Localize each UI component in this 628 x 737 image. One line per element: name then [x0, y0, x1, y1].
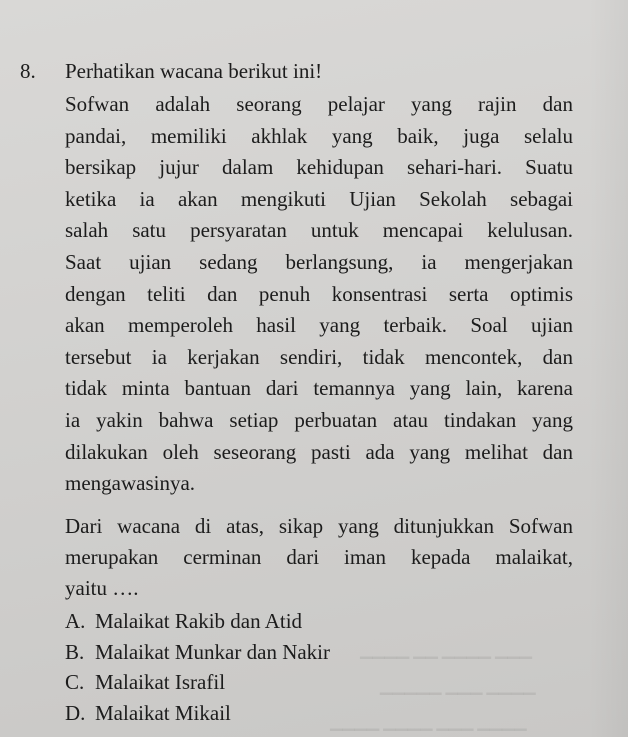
question-number: 8. — [20, 59, 36, 83]
option-c[interactable] — [65, 667, 330, 698]
passage-line: Saat ujian sedang berlangsung, ia mengerjakan — [65, 249, 573, 274]
passage-line: dilakukan oleh seseorang pasti ada yang melihat dan — [65, 439, 573, 464]
question-intro: Perhatikan wacana berikut ini! — [65, 59, 323, 83]
option-text: Malaikat Rakib dan Atid — [95, 609, 303, 633]
bleed-through-text: ▁▁▁▁ ▁▁▁ ▁▁▁▁ ▁▁▁▁ — [330, 714, 527, 731]
option-text: Malaikat Israfil — [95, 670, 226, 694]
question-prompt — [65, 511, 573, 604]
bleed-through-text: ▁▁▁▁ ▁▁▁ ▁▁▁▁▁ — [380, 678, 536, 695]
passage-line: tidak minta bantuan dari temannya yang lain, karena — [65, 376, 573, 401]
option-text: Malaikat Mikail — [95, 700, 231, 725]
passage-line: tersebut ia kerjakan sendiri, tidak mencontek, dan — [65, 344, 573, 369]
page-shadow — [588, 0, 628, 737]
passage-line: salah satu persyaratan untuk mencapai kelulusan. — [65, 218, 573, 243]
passage-line: bersikap jujur dalam kehidupan sehari-hari. Suatu — [65, 155, 573, 180]
option-letter: A. — [65, 609, 86, 633]
passage-line: ia yakin bahwa setiap perbuatan atau tindakan yang — [65, 407, 573, 432]
option-d[interactable] — [65, 698, 330, 729]
option-letter: D. — [65, 700, 86, 725]
passage-line: dengan teliti dan penuh konsentrasi serta optimis — [65, 281, 573, 306]
answer-options — [65, 606, 330, 728]
option-text: Malaikat Munkar dan Nakir — [95, 639, 331, 664]
option-b[interactable] — [65, 637, 330, 668]
passage-line: Sofwan adalah seorang pelajar yang rajin dan — [65, 92, 573, 116]
passage-line: pandai, memiliki akhlak yang baik, juga selalu — [65, 123, 573, 148]
passage-line: mengawasinya. — [65, 471, 196, 496]
bleed-through-text: ▁▁▁ ▁▁▁▁ ▁▁ ▁▁▁▁ — [360, 642, 532, 659]
option-a[interactable] — [65, 606, 330, 637]
option-letter: C. — [65, 670, 85, 694]
passage-line: akan memperoleh hasil yang terbaik. Soal ujian — [65, 313, 573, 338]
passage-line: ketika ia akan mengikuti Ujian Sekolah sebagai — [65, 186, 573, 211]
option-letter: B. — [65, 639, 85, 664]
passage — [65, 89, 573, 500]
prompt-line: yaitu …. — [65, 576, 139, 600]
prompt-line: merupakan cerminan dari iman kepada malaikat, — [65, 545, 573, 569]
prompt-line: Dari wacana di atas, sikap yang ditunjukkan Sofwan — [65, 514, 573, 538]
